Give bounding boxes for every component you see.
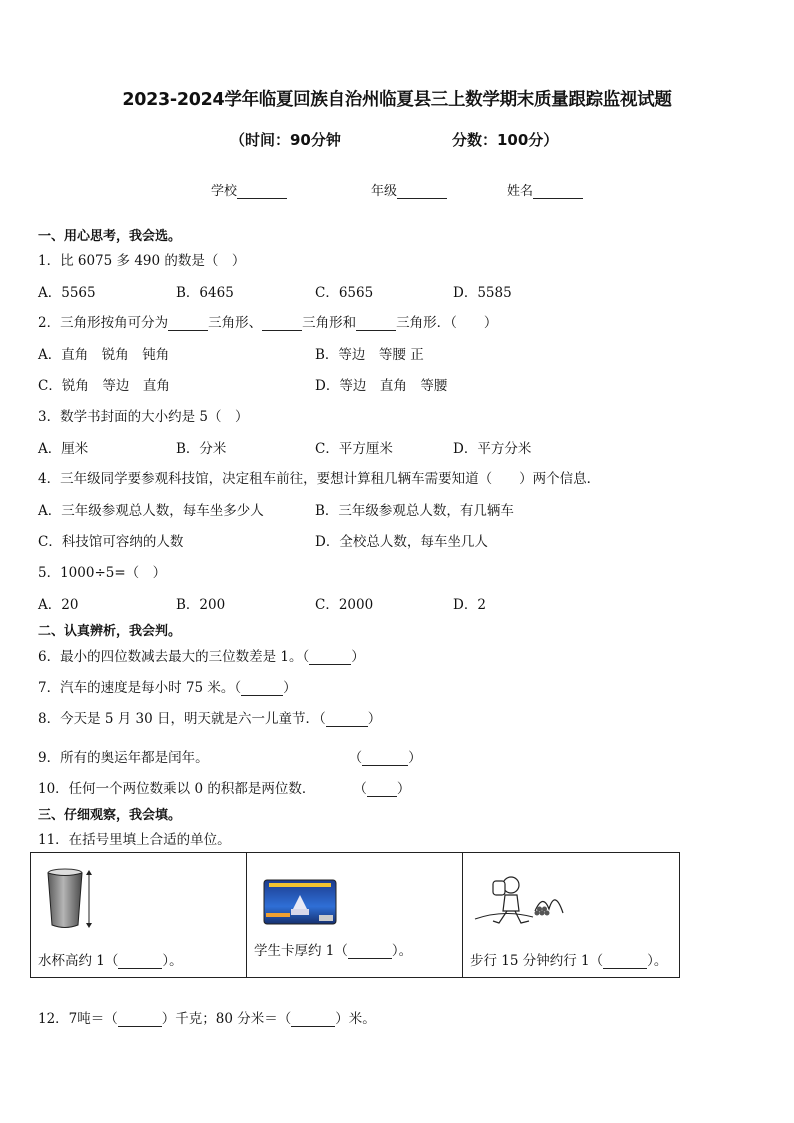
q1-option-d[interactable]: D．5585 [453, 285, 512, 301]
question-11: 11．在括号里填上合适的单位。 [38, 832, 231, 848]
question-6: 6．最小的四位数减去最大的三位数差是 1。（ ） [38, 649, 365, 665]
q2-blank-3[interactable] [356, 316, 396, 331]
q3-option-b[interactable]: B．分米 [176, 441, 227, 457]
q9-answer-blank[interactable] [362, 751, 408, 766]
section-3-heading: 三、仔细观察，我会填。 [38, 808, 182, 823]
question-3: 3．数学书封面的大小约是 5（ ） [38, 409, 249, 425]
units-table [30, 852, 680, 978]
student-card-icon [263, 879, 337, 925]
name-input-line[interactable] [533, 184, 583, 199]
grade-input-line[interactable] [397, 184, 447, 199]
question-8: 8．今天是 5 月 30 日，明天就是六一儿童节．（ ） [38, 711, 382, 727]
name-field: 姓名 [507, 180, 583, 199]
q2-blank-2[interactable] [262, 316, 302, 331]
school-input-line[interactable] [237, 184, 287, 199]
cup-cell [31, 853, 247, 978]
q2-option-b[interactable]: B．等边 等腰 正 [315, 347, 424, 363]
question-10: 10．任何一个两位数乘以 0 的积都是两位数． （ ） [38, 781, 411, 797]
q4-option-a[interactable]: A．三年级参观总人数，每车坐多少人 [38, 503, 264, 519]
question-5: 5．1000÷5=（ ） [38, 565, 167, 581]
q10-answer-blank[interactable] [367, 782, 397, 797]
q4-option-d[interactable]: D．全校总人数，每车坐几人 [315, 534, 488, 550]
question-7: 7．汽车的速度是每小时 75 米。（ ） [38, 680, 297, 696]
q3-option-a[interactable]: A．厘米 [38, 441, 89, 457]
question-4: 4．三年级同学要参观科技馆，决定租车前往，要想计算租几辆车需要知道（ ）两个信息． [38, 471, 601, 487]
q4-option-c[interactable]: C．科技馆可容纳的人数 [38, 534, 184, 550]
q1-option-a[interactable]: A．5565 [38, 285, 96, 301]
q5-option-a[interactable]: A．20 [38, 597, 79, 613]
question-2: 2．三角形按角可分为 三角形、 三角形和 三角形．（ ） [38, 315, 498, 331]
water-cup-icon [45, 867, 105, 933]
question-1: 1．比 6075 多 490 的数是（ ） [38, 253, 246, 269]
q5-option-b[interactable]: B．200 [176, 597, 226, 613]
q2-option-a[interactable]: A．直角 锐角 钝角 [38, 347, 170, 363]
question-12: 12．7吨＝（ ）千克；80 分米＝（ ）米。 [38, 1011, 376, 1027]
cup-height-text: 水杯高约 1（ ）。 [38, 953, 183, 969]
walking-child-icon [473, 873, 565, 933]
q5-option-c[interactable]: C．2000 [315, 597, 374, 613]
q2-option-c[interactable]: C．锐角 等边 直角 [38, 378, 170, 394]
section-2-heading: 二、认真辨析，我会判。 [38, 624, 182, 639]
question-9: 9．所有的奥运年都是闰年。 （ ） [38, 750, 422, 766]
q3-option-c[interactable]: C．平方厘米 [315, 441, 393, 457]
q1-option-c[interactable]: C．6565 [315, 285, 374, 301]
q1-option-b[interactable]: B．6465 [176, 285, 234, 301]
card-cell [247, 853, 463, 978]
walk-distance-text: 步行 15 分钟约行 1（ ）。 [470, 953, 668, 969]
walk-cell [463, 853, 680, 978]
exam-title: 2023-2024学年临夏回族自治州临夏县三上数学期末质量跟踪监视试题 [122, 90, 672, 110]
q2-option-d[interactable]: D．等边 直角 等腰 [315, 378, 448, 394]
card-unit-blank[interactable] [348, 944, 392, 959]
exam-score: 分数：100分） [452, 131, 559, 149]
exam-time: （时间：90分钟 [230, 131, 341, 149]
section-1-heading: 一、用心思考，我会选。 [38, 229, 182, 244]
q12-blank-1[interactable] [118, 1012, 162, 1027]
cup-unit-blank[interactable] [118, 954, 162, 969]
q3-option-d[interactable]: D．平方分米 [453, 441, 532, 457]
school-field: 学校 [211, 180, 287, 199]
card-thickness-text: 学生卡厚约 1（ ）。 [254, 943, 413, 959]
q2-blank-1[interactable] [168, 316, 208, 331]
grade-field: 年级 [371, 180, 447, 199]
q8-answer-blank[interactable] [326, 712, 368, 727]
q7-answer-blank[interactable] [241, 681, 283, 696]
walk-unit-blank[interactable] [603, 954, 647, 969]
q5-option-d[interactable]: D．2 [453, 597, 486, 613]
q4-option-b[interactable]: B．三年级参观总人数，有几辆车 [315, 503, 514, 519]
q12-blank-2[interactable] [291, 1012, 335, 1027]
q6-answer-blank[interactable] [309, 650, 351, 665]
